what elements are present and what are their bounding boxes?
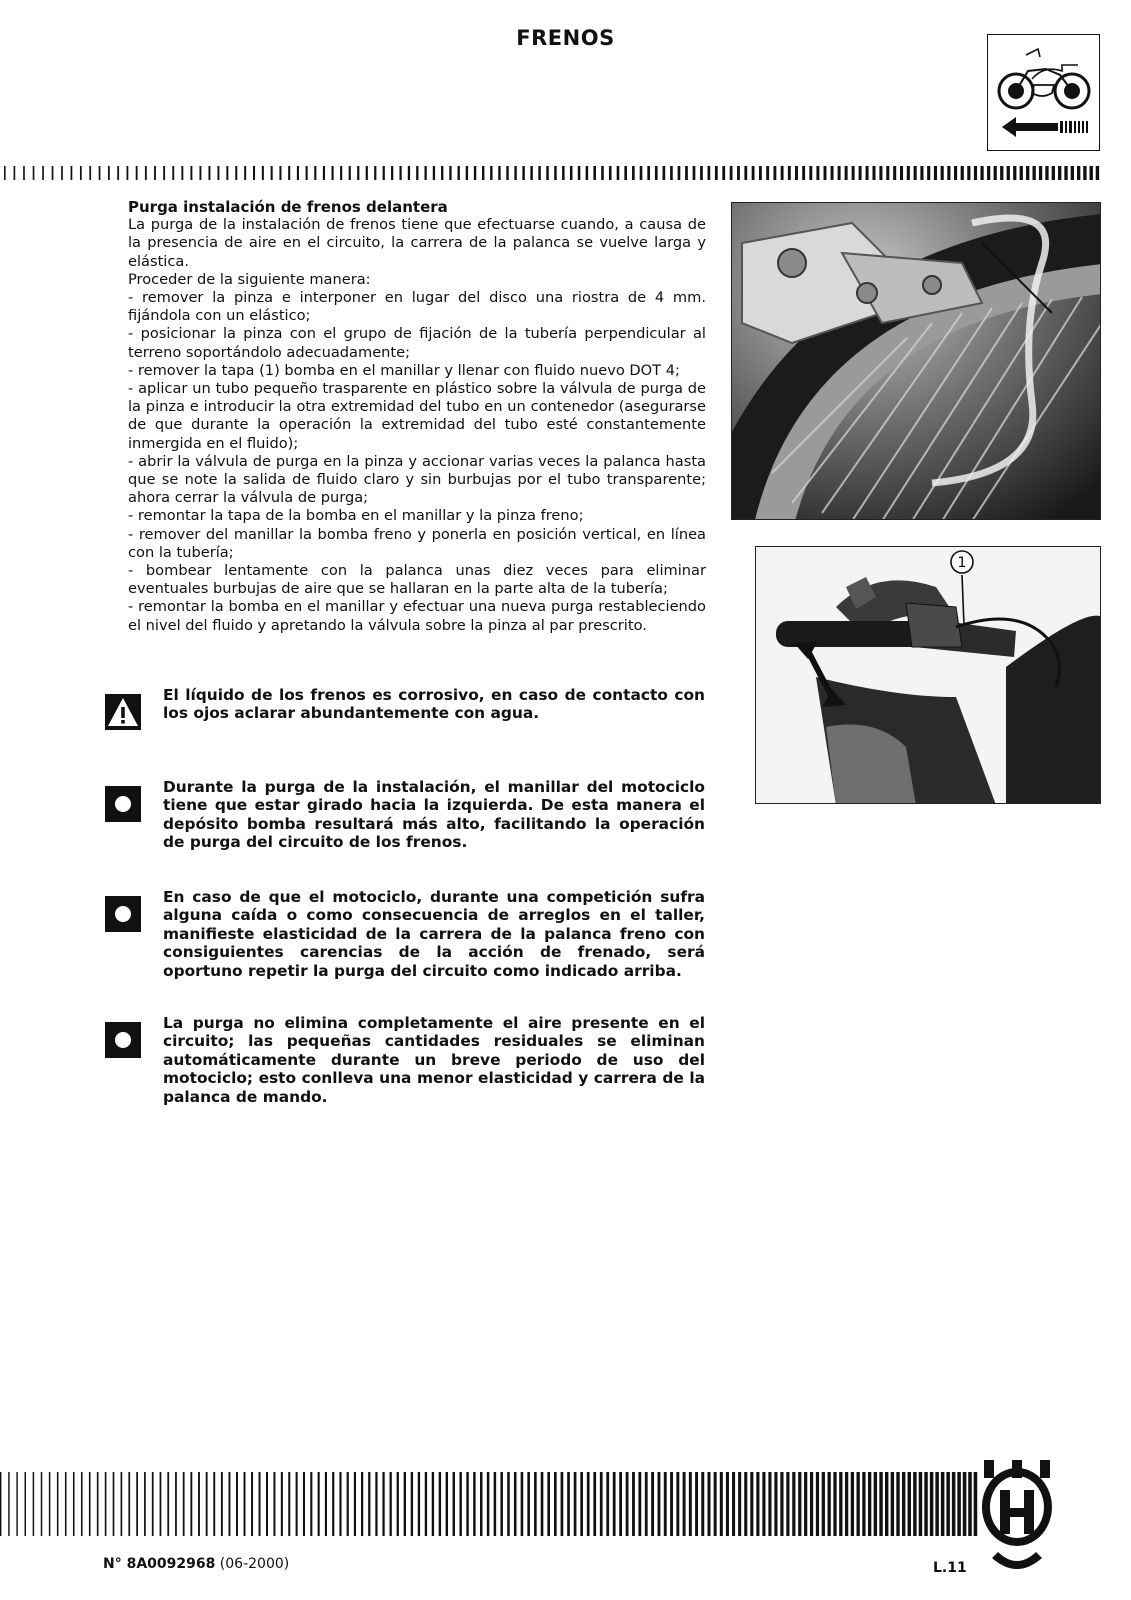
procedure-step: - remover la tapa (1) bomba en el manillar y llenar con fluido nuevo DOT 4; bbox=[128, 361, 680, 379]
info-square-icon bbox=[105, 896, 141, 932]
section-heading: Purga instalación de frenos delantera bbox=[128, 198, 448, 216]
husqvarna-logo-icon bbox=[980, 1460, 1054, 1570]
procedure-step: - bombear lentamente con la palanca unas diez veces para eliminar eventuales burbujas de aire que se hallaran en la parte alta de la tubería; bbox=[128, 562, 706, 598]
info-note-text: Durante la purga de la instalación, el manillar del motociclo tiene que estar girado hacia la izquierda. De esta manera el depósito bomba resultará más alto, facilitando la operación de purga del circuito de los frenos. bbox=[163, 778, 705, 852]
info-note-text: La purga no elimina completamente el aire presente en el circuito; las pequeñas cantidades residuales se eliminan automáticamente durante un breve periodo de uso del motociclo; esto conlleva una menor elasticidad y carrera de la palanca de mando. bbox=[163, 1014, 705, 1106]
motorcycle-brakes-icon bbox=[988, 35, 1098, 149]
document-number bbox=[103, 1556, 289, 1572]
chapter-icon bbox=[987, 34, 1100, 151]
procedure-step: - remontar la bomba en el manillar y efectuar una nueva purga restableciendo el nivel del fluido y apretando la válvula sobre la pinza al par prescrito. bbox=[128, 598, 706, 634]
handlebar-illustration bbox=[756, 547, 1101, 804]
info-note bbox=[105, 888, 705, 984]
procedure-step: - abrir la válvula de purga en la pinza y accionar varias veces la palanca hasta que se note la salida de fluido claro y sin burbujas por el tubo transparente; ahora cerrar la válvula de purga; bbox=[128, 452, 706, 507]
procedure-steps bbox=[128, 289, 706, 635]
brake-caliper-photo bbox=[731, 202, 1101, 520]
brake-caliper-illustration bbox=[732, 203, 1101, 520]
procedure-step: - aplicar un tubo pequeño trasparente en plástico sobre la válvula de purga de la pinza e introducir la otra extremidad del tubo en un contenedor (asegurarse de que durante la operación la extremidad del tubo esté constantemente inmergida en el fluido); bbox=[128, 380, 706, 452]
callout-number: 1 bbox=[957, 555, 967, 571]
procedure-step: - remover del manillar la bomba freno y ponerla en posición vertical, en línea con la tubería; bbox=[128, 525, 706, 561]
document-number-prefix: N° bbox=[103, 1556, 127, 1572]
page-number: L.11 bbox=[933, 1560, 967, 1576]
decorative-barcode-rule bbox=[0, 1472, 1060, 1536]
page-title: FRENOS bbox=[516, 26, 615, 50]
info-note bbox=[105, 778, 705, 858]
info-note-text: En caso de que el motociclo, durante una competición sufra alguna caída o como consecuencia de arreglos en el taller, manifieste elasticidad de la carrera de la palanca freno con consiguientes carencias de la acción de frenado, será oportuno repetir la purga del circuito como indicado arriba. bbox=[163, 888, 705, 980]
procedure-step: - remover la pinza e interponer en lugar del disco una riostra de 4 mm. fijándola con un elástico; bbox=[128, 289, 706, 325]
decorative-barcode-rule bbox=[4, 166, 1101, 180]
procedure-step: - posicionar la pinza con el grupo de fijación de la tubería perpendicular al terreno soportándolo adecuadamente; bbox=[128, 325, 706, 361]
document-date: (06-2000) bbox=[215, 1556, 290, 1572]
procedure-step: - remontar la tapa de la bomba en el manillar y la pinza freno; bbox=[128, 507, 584, 525]
info-square-icon bbox=[105, 1022, 141, 1058]
info-square-icon bbox=[105, 786, 141, 822]
warning-triangle-icon bbox=[105, 694, 141, 730]
document-number-value: 8A0092968 bbox=[126, 1556, 216, 1572]
intro-lead-in: Proceder de la siguiente manera: bbox=[128, 270, 371, 288]
main-text-column bbox=[128, 198, 706, 635]
handlebar-photo bbox=[755, 546, 1101, 804]
intro-paragraph: La purga de la instalación de frenos tiene que efectuarse cuando, a causa de la presencia de aire en el circuito, la carrera de la palanca se vuelve larga y elástica. bbox=[128, 216, 706, 270]
warning-note bbox=[105, 686, 705, 736]
info-note bbox=[105, 1014, 705, 1110]
warning-note-text: El líquido de los frenos es corrosivo, en caso de contacto con los ojos aclarar abundantemente con agua. bbox=[163, 686, 705, 723]
